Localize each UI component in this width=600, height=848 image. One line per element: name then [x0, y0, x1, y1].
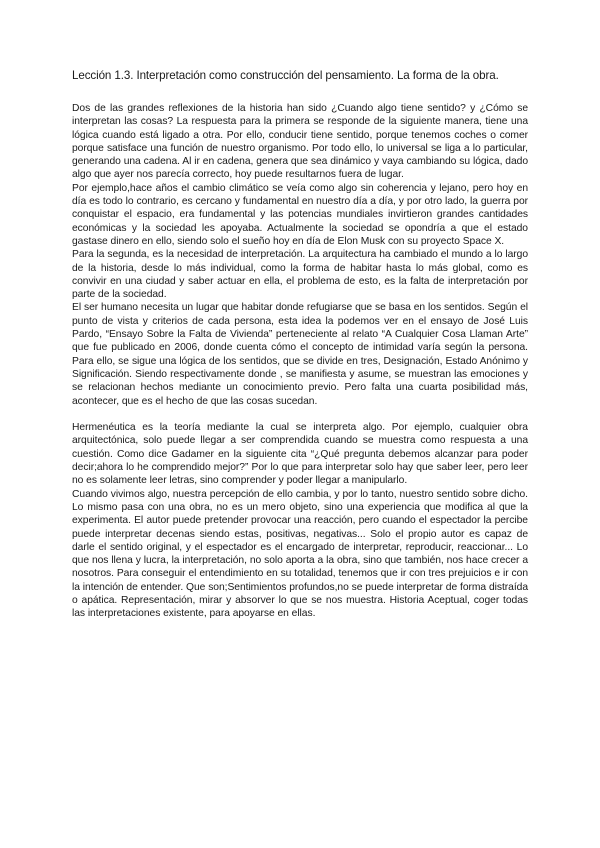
paragraph-example: Por ejemplo,hace años el cambio climático se veía como algo sin coherencia y lejano, pero hoy en día es todo lo contrario, es cercano y fundamental en nuestro día a día, y por otro lado, la guerra por conquistar el espacio, era fundamental y las potencias mundiales invirtieron grandes cantidades económicas y la sociedad les apoyaba. Actualmente la sociedad se opondría a que el estado gastase dinero en ello, siendo solo el sueño hoy en día de Elon Musk con su proyecto Space X.: [72, 182, 528, 247]
paragraph-intro: Dos de las grandes reflexiones de la historia han sido ¿Cuando algo tiene sentido? y ¿Cómo se interpretan las cosas? La respuesta para la primera se responde de la siguiente manera, tiene una lógica cuando está ligado a otra. Por ello, conducir tiene sentido, porque tenemos coches o comer porque satisface una función de nuestro organismo. Por todo ello, lo universal se liga a lo particular, generando una cadena. Al ir en cadena, genera que sea dinámico y vaya cambiando su lógica, dado algo que ayer nos parecía correcto, hoy puede resultarnos fuera de lugar.: [72, 103, 528, 181]
section-spacer: [72, 408, 528, 421]
paragraph-interpretation-need: Para la segunda, es la necesidad de interpretación. La arquitectura ha cambiado el mundo a lo largo de la historia, desde lo más individual, como la forma de habitar hasta lo más global, como es convivir en una ciudad y saber actuar en ella, el problema de esto, es la falta de interpretación por parte de la sociedad.: [72, 249, 528, 301]
paragraph-hermeneutics: Hermenéutica es la teoría mediante la cual se interpreta algo. Por ejemplo, cualquier obra arquitectónica, solo puede llegar a ser comprendida cuando se muestra como respuesta a una cuestión. Como dice Gadamer en la siguiente cita “¿Qué pregunta debemos alcanzar para poder decir;ahora lo he comprendido mejor?” Por lo que para interpretar solo hay que saber leer, pero leer no es solamente leer letras, sino comprender y poder llegar a manipularlo.: [72, 422, 528, 487]
paragraph-human-dwelling: El ser humano necesita un lugar que habitar donde refugiarse que se basa en los sentidos. Según el punto de vista y criterios de cada persona, esta idea la podemos ver en el ensayo de José Luis Pardo, “Ensayo Sobre la Falta de Vivienda” perteneciente al relato “A Cualquier Cosa Llaman Arte” que fue publicado en 2006, donde cuenta cómo el concepto de intimidad varía según la persona. Para ello, se sigue una lógica de los sentidos, que se divide en tres, Designación, Estado Anónimo y Significación. Siendo respectivamente donde , se manifiesta y asume, se muestran las emociones y se relacionan hechos mediante un conocimiento previo. Pero falta una cuarta posibilidad más, acontecer, que es el hecho de que las cosas sucedan.: [72, 302, 528, 407]
document-page: [72, 68, 528, 621]
document-title: Lección 1.3. Interpretación como construcción del pensamiento. La forma de la obra.: [72, 69, 499, 82]
section-sentido: [72, 102, 528, 408]
paragraph-experience: Cuando vivimos algo, nuestra percepción de ello cambia, y por lo tanto, nuestro sentido sobre dicho. Lo mismo pasa con una obra, no es un mero objeto, sino una experiencia que modifica al que la experimenta. El autor puede pretender provocar una reacción, pero cuando el espectador la percibe puede interpretar decenas siendo estas, positivas, negativas... Solo el propio autor es capaz de darle el sentido original, y el espectador es el encargado de interpretar, reproducir, reaccionar... Lo que nos llena y lucra, la interpretación, no solo aporta a la obra, sino que también, nos hace crecer a nosotros. Para conseguir el entendimiento en su totalidad, tenemos que ir con tres prejuicios e ir con la intención de entender. Que son;Sentimientos profundos,no se puede interpretar de forma distraída o apática. Representación, mirar y absorver lo que se nos muestra. Historia Aceptual, coger todas las interpretaciones existente, para apoyarse en ellas.: [72, 488, 528, 620]
section-hermeneutica: [72, 421, 528, 620]
